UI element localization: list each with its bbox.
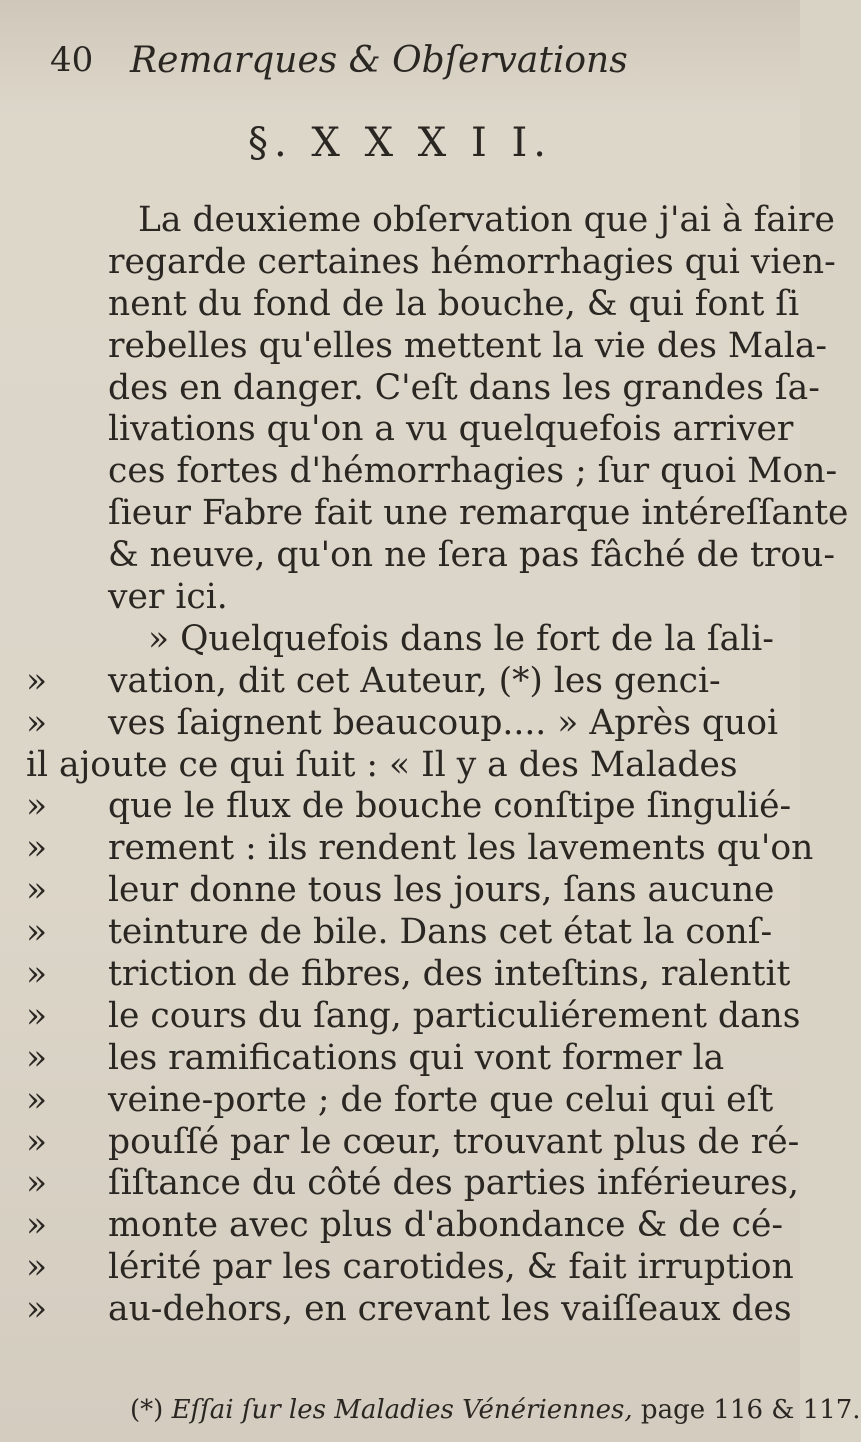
line-text: » Quelquefois dans le fort de la ſali- bbox=[148, 618, 774, 659]
text-line bbox=[26, 702, 798, 745]
page-header bbox=[50, 40, 750, 100]
line-text: lérité par les carotides, & fait irruption bbox=[108, 1247, 794, 1288]
text-line bbox=[26, 1163, 800, 1205]
quote-mark: » bbox=[26, 1079, 48, 1120]
text-line bbox=[108, 619, 798, 661]
text-line bbox=[26, 870, 798, 912]
footnote-pages: page 116 & 117. bbox=[632, 1395, 861, 1425]
quote-mark: » bbox=[26, 1247, 48, 1288]
page-number: 40 bbox=[50, 40, 94, 80]
text-line bbox=[26, 660, 798, 703]
quote-mark: » bbox=[26, 660, 48, 701]
text-line bbox=[108, 325, 828, 368]
body-text bbox=[26, 200, 849, 1331]
line-text: ſieur Fabre fait une remarque intéreſſante bbox=[108, 493, 849, 534]
line-text: rebelles qu'elles mettent la vie des Mala- bbox=[108, 325, 828, 366]
line-text: teinture de bile. Dans cet état la conſ- bbox=[108, 912, 773, 953]
text-line bbox=[26, 1121, 800, 1164]
text-line bbox=[108, 284, 798, 326]
text-line bbox=[26, 1247, 798, 1289]
line-text: ver ici. bbox=[108, 577, 228, 618]
text-line bbox=[26, 786, 798, 828]
quote-mark: » bbox=[26, 1037, 48, 1078]
footnote-marker: (*) bbox=[130, 1395, 164, 1425]
text-line bbox=[26, 954, 798, 996]
running-title: Remarques & Obſervations bbox=[130, 40, 628, 81]
text-line bbox=[108, 241, 836, 284]
line-text: La deuxieme obſervation que j'ai à faire bbox=[138, 200, 835, 240]
text-line bbox=[26, 1205, 798, 1247]
quote-mark: » bbox=[26, 995, 48, 1036]
text-line bbox=[26, 1079, 798, 1122]
line-text: les ramifications qui vont former la bbox=[108, 1037, 725, 1078]
text-line bbox=[108, 367, 820, 410]
line-text: rement : ils rendent les lavements qu'on bbox=[108, 828, 814, 869]
line-text: pouſſé par le cœur, trouvant plus de ré- bbox=[108, 1121, 800, 1162]
text-line bbox=[26, 1037, 798, 1080]
line-text: leur donne tous les jours, ſans aucune bbox=[108, 870, 775, 911]
quote-mark: » bbox=[26, 1121, 48, 1162]
line-text: & neuve, qu'on ne ſera pas fâché de trou- bbox=[108, 535, 835, 576]
quote-mark: » bbox=[26, 870, 48, 911]
section-heading: §. X X X I I. bbox=[247, 120, 553, 166]
quote-mark: » bbox=[26, 1289, 48, 1330]
line-text: regarde certaines hémorrhagies qui vien- bbox=[108, 241, 836, 282]
quote-mark: » bbox=[26, 1205, 48, 1246]
text-line bbox=[26, 828, 814, 870]
line-text: ces fortes d'hémorrhagies ; ſur quoi Mon- bbox=[108, 451, 838, 492]
text-line bbox=[26, 745, 798, 787]
line-text: il ajoute ce qui ſuit : « Il y a des Malades bbox=[26, 744, 738, 785]
quote-mark: » bbox=[26, 1163, 48, 1204]
line-text: des en danger. C'eſt dans les grandes ſa- bbox=[108, 367, 820, 408]
footnote-title: Eſſai ſur les Maladies Vénériennes, bbox=[171, 1395, 633, 1425]
text-line bbox=[108, 409, 798, 451]
text-line bbox=[108, 577, 798, 619]
line-text: au-dehors, en crevant les vaiſſeaux des bbox=[108, 1289, 792, 1330]
text-line bbox=[26, 912, 798, 954]
text-line bbox=[26, 995, 801, 1038]
line-text: monte avec plus d'abondance & de cé- bbox=[108, 1205, 784, 1246]
line-text: veine-porte ; de forte que celui qui eſt bbox=[108, 1079, 774, 1120]
line-text: le cours du ſang, particuliérement dans bbox=[108, 995, 801, 1036]
line-text: livations qu'on a vu quelquefois arriver bbox=[108, 409, 794, 450]
line-text: vation, dit cet Auteur, (*) les genci- bbox=[108, 660, 721, 701]
quote-mark: » bbox=[26, 786, 48, 827]
line-text: ves ſaignent beaucoup.... » Après quoi bbox=[108, 702, 779, 743]
line-text: ſiſtance du côté des parties inférieures, bbox=[108, 1163, 800, 1204]
line-text: nent du fond de la bouche, & qui font ſi bbox=[108, 283, 800, 324]
footnote bbox=[130, 1395, 861, 1425]
line-text: que le flux de bouche conſtipe ſingulié- bbox=[108, 786, 792, 827]
text-line bbox=[26, 1289, 798, 1331]
line-text: triction de fibres, des inteſtins, ralentit bbox=[108, 954, 791, 995]
text-line bbox=[108, 451, 838, 493]
text-line bbox=[108, 493, 849, 535]
text-line bbox=[108, 535, 835, 577]
quote-mark: » bbox=[26, 912, 48, 953]
quote-mark: » bbox=[26, 828, 48, 869]
text-line bbox=[108, 200, 835, 242]
quote-mark: » bbox=[26, 702, 48, 743]
quote-mark: » bbox=[26, 954, 48, 995]
